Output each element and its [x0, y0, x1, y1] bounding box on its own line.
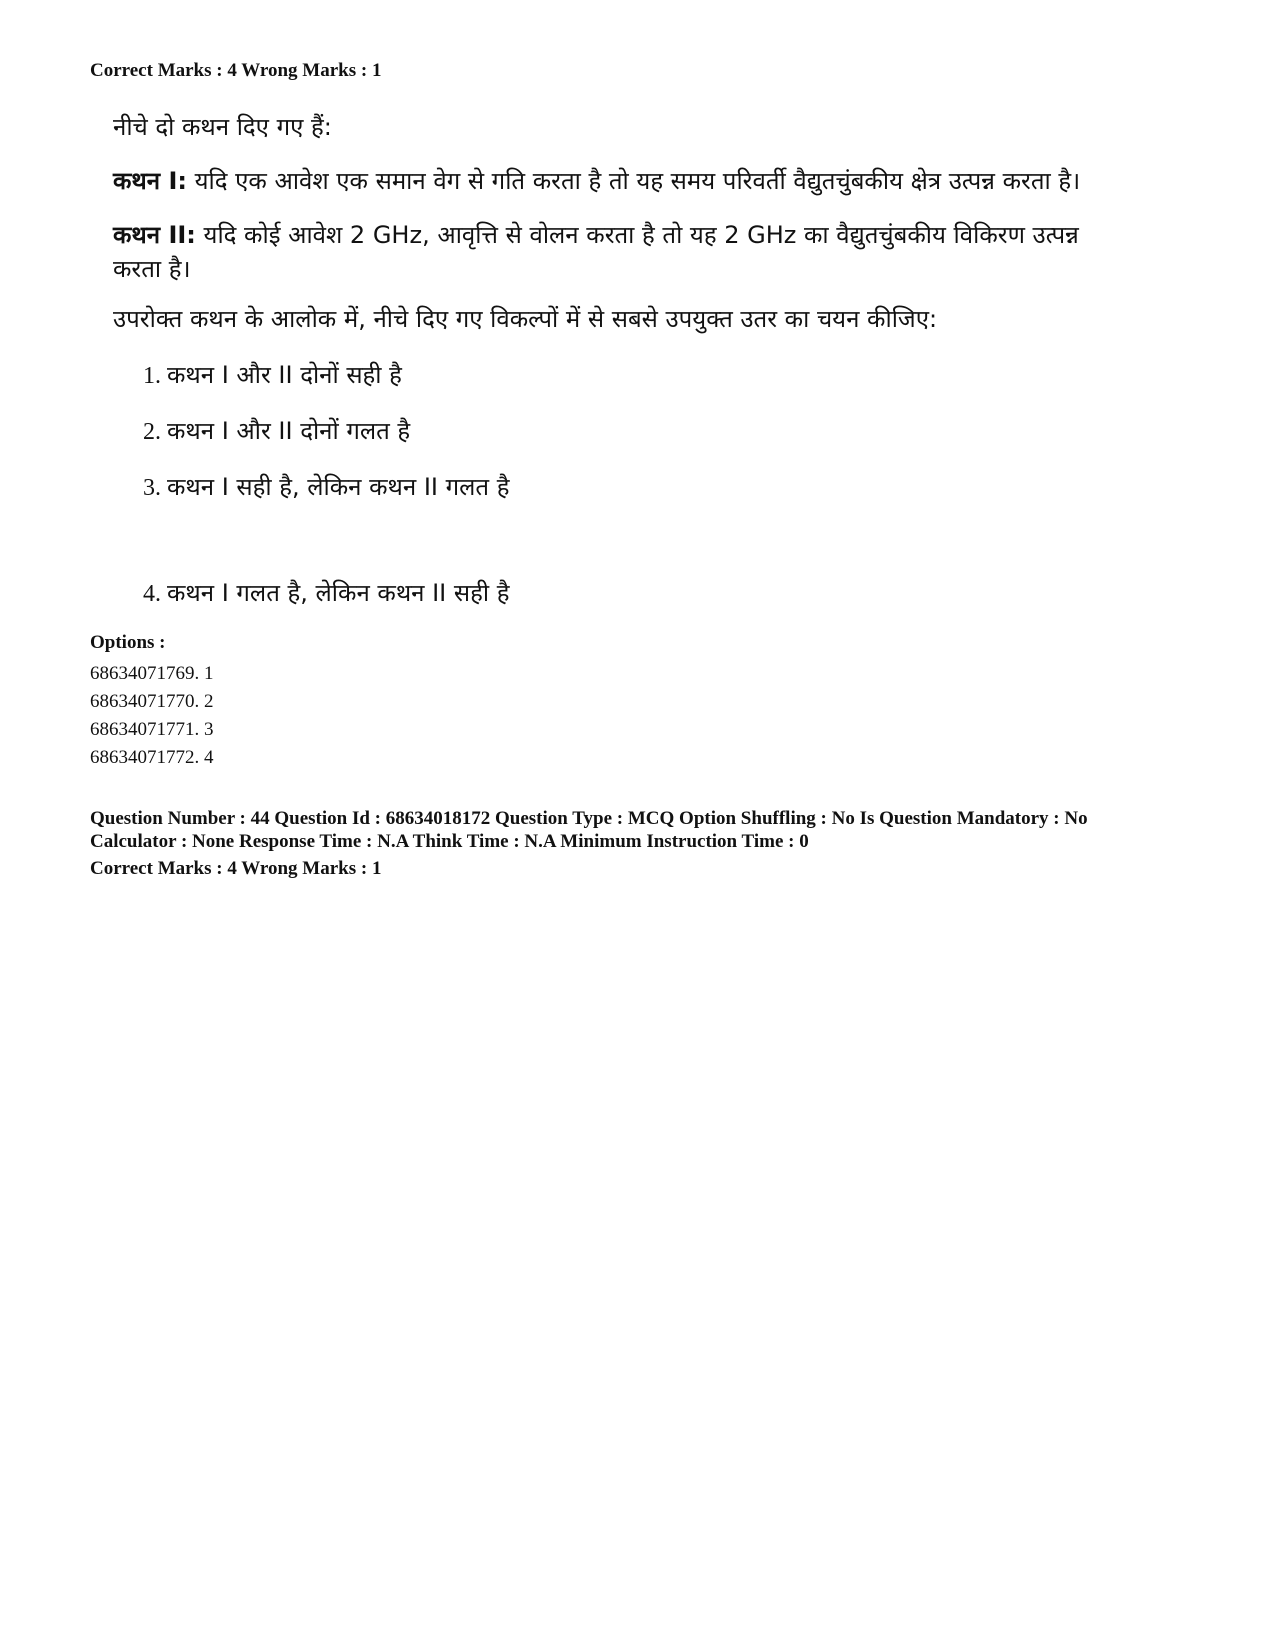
choice-4-number: 4. [143, 581, 161, 607]
statement-1 [113, 164, 1080, 198]
next-question-info: Question Number : 44 Question Id : 68634018172 Question Type : MCQ Option Shuffling : No Is Question Mandatory : No Calculator : None Response Time : N.A Think Time : N.A Minimum Instruction Time : 0 [90, 808, 1088, 852]
choice-1 [143, 358, 402, 391]
statement-1-label: कथन I: [113, 167, 187, 195]
option-2: 68634071770. 2 [90, 691, 214, 712]
choice-4 [143, 576, 509, 609]
choice-2-text: कथन I और II दोनों गलत है [167, 417, 411, 445]
next-question-marks: Correct Marks : 4 Wrong Marks : 1 [90, 858, 382, 879]
choice-1-text: कथन I और II दोनों सही है [167, 361, 402, 389]
choice-3-text: कथन I सही है, लेकिन कथन II गलत है [167, 473, 510, 501]
option-1: 68634071769. 1 [90, 663, 214, 684]
statement-1-text: यदि एक आवेश एक समान वेग से गति करता है तो यह समय परिवर्ती वैद्युतचुंबकीय क्षेत्र उत्पन्न करता है। [186, 167, 1081, 195]
statement-2-text: यदि कोई आवेश 2 GHz, आवृत्ति से वोलन करता है तो यह 2 GHz का वैद्युतचुंबकीय विकिरण उत्पन्न करता है। [113, 221, 1079, 283]
choice-3 [143, 470, 509, 503]
question-text-image [113, 106, 1143, 616]
question-instruction: उपरोक्त कथन के आलोक में, नीचे दिए गए विकल्पों में से सबसे उपयुक्त उतर का चयन कीजिए: [113, 305, 938, 333]
question-intro: नीचे दो कथन दिए गए हैं: [113, 113, 332, 141]
option-4: 68634071772. 4 [90, 747, 214, 768]
choice-2 [143, 414, 410, 447]
options-title: Options : [90, 632, 166, 653]
correct-wrong-marks: Correct Marks : 4 Wrong Marks : 1 [90, 60, 382, 81]
options-section [90, 632, 214, 772]
choice-3-number: 3. [143, 475, 161, 501]
choice-2-number: 2. [143, 419, 161, 445]
statement-2-label: कथन II: [113, 221, 196, 249]
option-3: 68634071771. 3 [90, 719, 214, 740]
choice-1-number: 1. [143, 363, 161, 389]
choice-4-text: कथन I गलत है, लेकिन कथन II सही है [167, 579, 510, 607]
statement-2 [113, 218, 1123, 286]
